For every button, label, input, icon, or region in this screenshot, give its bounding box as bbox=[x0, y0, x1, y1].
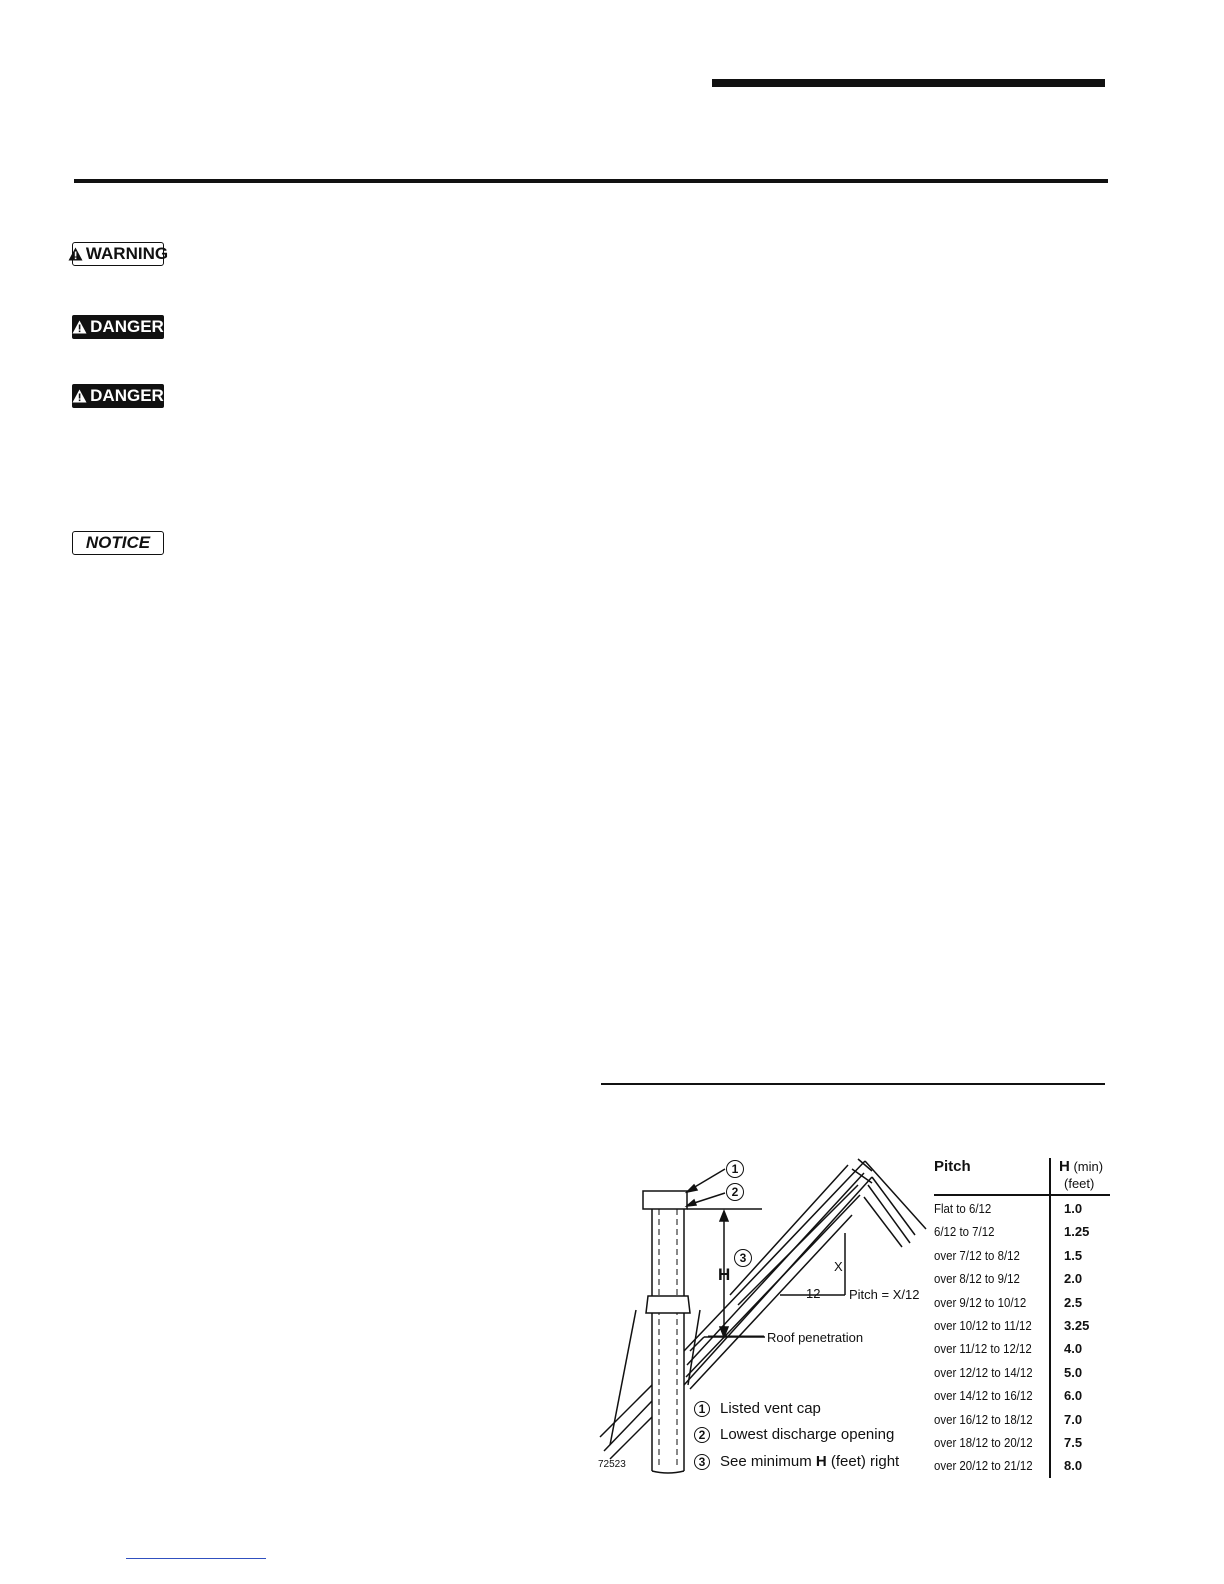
table-row bbox=[934, 1248, 1110, 1271]
pitch-cell: over 14/12 to 16/12 bbox=[934, 1388, 1033, 1404]
danger-label-2: DANGER bbox=[90, 386, 164, 405]
callout-3: 3 bbox=[734, 1249, 762, 1267]
table-row bbox=[934, 1435, 1110, 1458]
link-underline bbox=[126, 1558, 266, 1559]
pitch-cell: over 7/12 to 8/12 bbox=[934, 1247, 1020, 1263]
height-cell: 8.0 bbox=[1064, 1458, 1083, 1474]
run-label: 12 bbox=[806, 1286, 821, 1301]
table-row bbox=[934, 1458, 1110, 1481]
warning-badge bbox=[72, 242, 169, 266]
column-header-pitch: Pitch bbox=[934, 1158, 971, 1175]
danger-label-1: DANGER bbox=[90, 317, 164, 336]
warning-triangle-icon bbox=[72, 320, 87, 334]
table-row bbox=[934, 1412, 1110, 1435]
height-cell: 1.25 bbox=[1064, 1224, 1090, 1240]
callout-1: 1 bbox=[726, 1160, 754, 1178]
height-cell: 7.5 bbox=[1064, 1435, 1083, 1450]
height-cell: 5.0 bbox=[1064, 1364, 1083, 1380]
vent-height-figure bbox=[590, 1155, 930, 1480]
legend-item-3: 3 See minimum H (feet) right bbox=[694, 1453, 899, 1470]
table-header-rule bbox=[934, 1194, 1110, 1196]
pitch-height-table bbox=[934, 1158, 1110, 1478]
pitch-cell: over 8/12 to 9/12 bbox=[934, 1271, 1020, 1287]
h-dimension-label: H bbox=[718, 1265, 731, 1284]
header-short-rule bbox=[712, 79, 1105, 87]
warning-triangle-icon bbox=[72, 389, 87, 403]
pitch-cell: over 12/12 to 14/12 bbox=[934, 1364, 1033, 1380]
table-row bbox=[934, 1341, 1110, 1364]
table-row bbox=[934, 1388, 1110, 1411]
callout-2: 2 bbox=[726, 1183, 754, 1201]
height-cell: 1.0 bbox=[1064, 1201, 1083, 1216]
pitch-formula-label: Pitch = X/12 bbox=[849, 1287, 920, 1302]
table-row bbox=[934, 1295, 1110, 1318]
danger-badge-2 bbox=[72, 384, 164, 408]
legend-item-1: 1 Listed vent cap bbox=[694, 1400, 821, 1417]
warning-label: WARNING bbox=[85, 244, 169, 263]
table-row bbox=[934, 1224, 1110, 1247]
pitch-cell: over 18/12 to 20/12 bbox=[934, 1435, 1033, 1450]
pitch-cell: over 9/12 to 10/12 bbox=[934, 1294, 1027, 1310]
height-cell: 2.5 bbox=[1064, 1294, 1083, 1310]
danger-badge-1 bbox=[72, 315, 164, 339]
header-long-rule bbox=[74, 179, 1108, 183]
roof-penetration-label: Roof penetration bbox=[767, 1330, 864, 1345]
table-row bbox=[934, 1201, 1110, 1224]
pitch-cell: 6/12 to 7/12 bbox=[934, 1224, 995, 1240]
pitch-cell: over 16/12 to 18/12 bbox=[934, 1411, 1033, 1427]
height-cell: 6.0 bbox=[1064, 1388, 1083, 1404]
notice-badge bbox=[72, 531, 164, 555]
pitch-cell: over 10/12 to 11/12 bbox=[934, 1318, 1032, 1333]
drawing-number: 72523 bbox=[598, 1459, 626, 1470]
pitch-cell: over 20/12 to 21/12 bbox=[934, 1458, 1033, 1474]
column-header-h: H (min) (feet) bbox=[1059, 1158, 1104, 1191]
height-cell: 7.0 bbox=[1064, 1411, 1083, 1427]
warning-triangle-icon bbox=[68, 247, 83, 261]
table-row bbox=[934, 1271, 1110, 1294]
figure-section-rule bbox=[601, 1083, 1105, 1085]
height-cell: 4.0 bbox=[1064, 1341, 1083, 1357]
height-cell: 1.5 bbox=[1064, 1247, 1083, 1263]
table-row bbox=[934, 1318, 1110, 1341]
notice-label: NOTICE bbox=[85, 533, 151, 552]
table-row bbox=[934, 1365, 1110, 1388]
x-label: X bbox=[834, 1259, 843, 1274]
pitch-cell: Flat to 6/12 bbox=[934, 1201, 992, 1216]
height-cell: 2.0 bbox=[1064, 1271, 1083, 1287]
legend-item-2: 2 Lowest discharge opening bbox=[694, 1426, 894, 1443]
height-cell: 3.25 bbox=[1064, 1318, 1090, 1333]
pitch-cell: over 11/12 to 12/12 bbox=[934, 1341, 1032, 1357]
